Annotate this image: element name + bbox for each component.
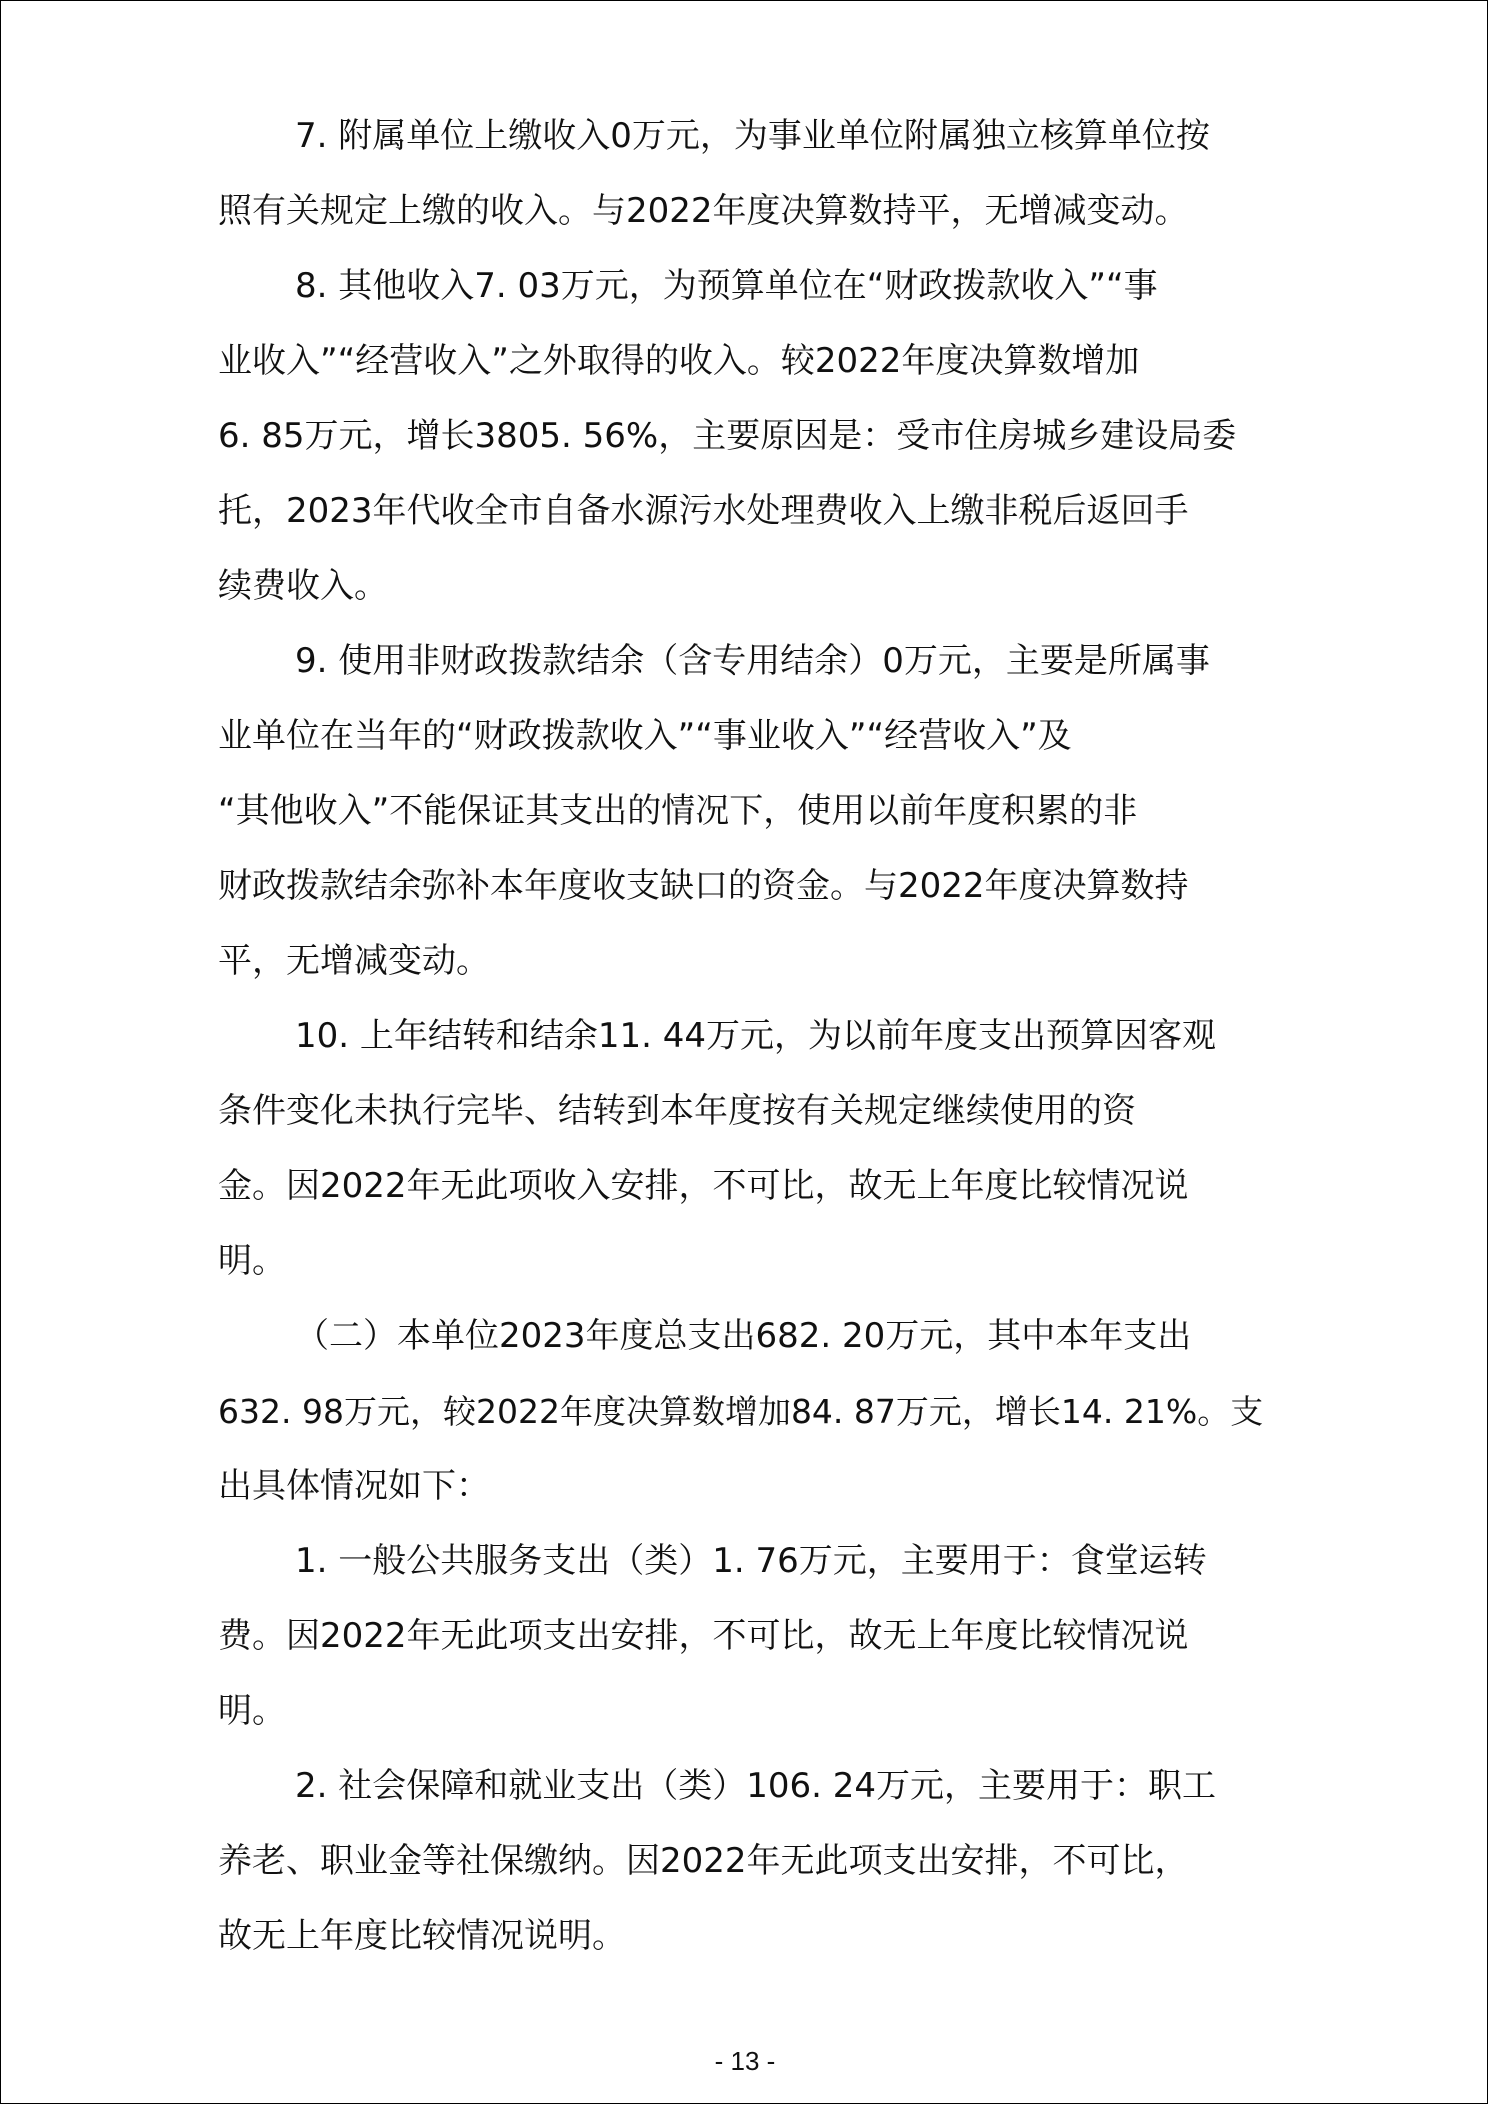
text-line: 10. 上年结转和结余11. 44万元，为以前年度支出预算因客观 [295,1016,1217,1056]
document-body [218,99,1288,1974]
text-line: 6. 85万元，增长3805. 56%，主要原因是：受市住房城乡建设局委 [218,416,1237,456]
text-line: 故无上年度比较情况说明。 [218,1916,626,1956]
text-line: 托，2023年代收全市自备水源污水处理费收入上缴非税后返回手 [218,491,1189,531]
text-line: 7. 附属单位上缴收入0万元，为事业单位附属独立核算单位按 [295,116,1210,156]
text-line: 出具体情况如下： [218,1466,490,1506]
text-line: 财政拨款结余弥补本年度收支缺口的资金。与2022年度决算数持 [218,866,1189,906]
text-line: 9. 使用非财政拨款结余（含专用结余）0万元，主要是所属事 [295,641,1210,681]
text-line: 1. 一般公共服务支出（类）1. 76万元，主要用于：食堂运转 [295,1541,1207,1581]
text-line: 平，无增减变动。 [218,941,490,981]
text-line: 8. 其他收入7. 03万元，为预算单位在“财政拨款收入”“事 [295,266,1158,306]
text-line: “其他收入”不能保证其支出的情况下，使用以前年度积累的非 [218,791,1138,831]
text-line: 金。因2022年无此项收入安排，不可比，故无上年度比较情况说 [218,1166,1189,1206]
text-line: 条件变化未执行完毕、结转到本年度按有关规定继续使用的资 [218,1091,1136,1131]
text-line: 632. 98万元，较2022年度决算数增加84. 87万元，增长14. 21%。支 [218,1392,1264,1431]
text-line: 明。 [218,1691,286,1731]
text-line: 业单位在当年的“财政拨款收入”“事业收入”“经营收入”及 [218,716,1072,756]
page-number: - 13 - [714,2046,776,2076]
text-line: 照有关规定上缴的收入。与2022年度决算数持平，无增减变动。 [218,191,1189,231]
text-line: 养老、职业金等社保缴纳。因2022年无此项支出安排，不可比， [218,1841,1189,1881]
text-line: 业收入”“经营收入”之外取得的收入。较2022年度决算数增加 [218,341,1140,381]
text-line: 明。 [218,1241,286,1281]
text-line: 2. 社会保障和就业支出（类）106. 24万元，主要用于：职工 [295,1766,1217,1806]
text-line: 续费收入。 [218,566,388,606]
text-line: （二）本单位2023年度总支出682. 20万元，其中本年支出 [295,1316,1192,1356]
text-line: 费。因2022年无此项支出安排，不可比，故无上年度比较情况说 [218,1616,1189,1656]
